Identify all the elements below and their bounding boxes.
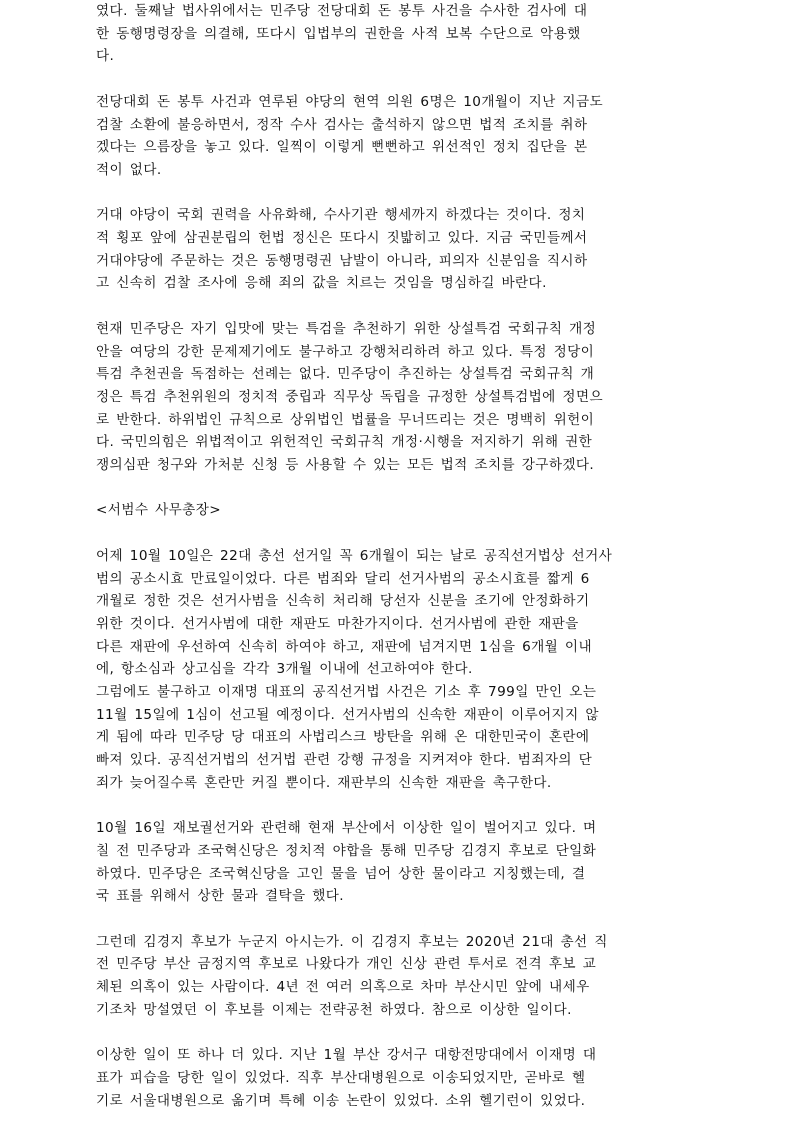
text-line: 안을 여당의 강한 문제제기에도 불구하고 강행처리하려 하고 있다. 특정 정당이: [96, 343, 595, 360]
text-line: 전 민주당 부산 금정지역 후보로 나왔다가 개인 신상 관련 투서로 전격 후보 교: [96, 956, 597, 973]
paragraph: [96, 318, 700, 477]
text-line: 적이 없다.: [96, 161, 162, 178]
text-line: 적 횡포 앞에 삼권분립의 헌법 정신은 또다시 짓밟히고 있다. 지금 국민들께서: [96, 230, 588, 246]
text-line: 고 신속히 검찰 조사에 응해 죄의 값을 치르는 것임을 명심하길 바란다.: [96, 275, 547, 292]
text-line: 였다. 둘째날 법사위에서는 민주당 전당대회 돈 봉투 사건을 수사한 검사에 대: [96, 3, 588, 19]
text-line: 한 동행명령장을 의결해, 또다시 입법부의 권한을 사적 보복 수단으로 악용했: [96, 25, 581, 42]
text-line: 칠 전 민주당과 조국혁신당은 정치적 야합을 통해 민주당 김경지 후보로 단일화: [96, 842, 597, 859]
paragraph: [96, 1044, 700, 1112]
text-line: 그럼에도 불구하고 이재명 대표의 공직선거법 사건은 기소 후 799일 만인 오는: [96, 684, 597, 701]
text-line: 그런데 김경지 후보가 누군지 아시는가. 이 김경지 후보는 2020년 21대 총선 직: [96, 933, 608, 950]
paragraph: [96, 204, 700, 295]
text-line: 게 됨에 따라 민주당 당 대표의 사법리스크 방탄을 위해 온 대한민국이 혼란에: [96, 729, 590, 746]
text-line: 10월 16일 재보궐선거와 관련해 현재 부산에서 이상한 일이 벌어지고 있다. 며: [96, 820, 597, 837]
text-line: 에, 항소심과 상고심을 각각 3개월 이내에 선고하여야 한다.: [96, 661, 473, 678]
paragraph: [96, 499, 700, 522]
text-line: 어제 10월 10일은 22대 총선 선거일 꼭 6개월이 되는 날로 공직선거법상 선거사: [96, 547, 613, 564]
document-page: [96, 0, 700, 1135]
text-line: 위한 것이다. 선거사범에 대한 재판도 마찬가지이다. 선거사범에 관한 재판을: [96, 615, 579, 632]
text-line: 현재 민주당은 자기 입맛에 맞는 특검을 추천하기 위한 상설특검 국회규칙 개정: [96, 320, 597, 337]
text-line: 개월로 정한 것은 선거사범을 신속히 처리해 당선자 신분을 조기에 안정화하기: [96, 593, 590, 610]
text-line: 전당대회 돈 봉투 사건과 연루된 야당의 현역 의원 6명은 10개월이 지난 지금도: [96, 93, 604, 110]
text-line: 기조차 망설였던 이 후보를 이제는 전략공천 하였다. 참으로 이상한 일이다.: [96, 1001, 572, 1018]
paragraph: [96, 545, 700, 795]
text-line: <서범수 사무총장>: [96, 502, 222, 519]
text-line: 이상한 일이 또 하나 더 있다. 지난 1월 부산 강서구 대항전망대에서 이재명 대: [96, 1047, 597, 1064]
text-line: 하였다. 민주당은 조국혁신당을 고인 물을 넘어 상한 물이라고 지칭했는데, 결: [96, 865, 586, 882]
paragraph: [96, 0, 700, 68]
text-line: 11월 15일에 1심이 선고될 예정이다. 선거사범의 신속한 재판이 이루어지지 않: [96, 706, 599, 723]
text-line: 특검 추천권을 독점하는 선례는 없다. 민주당이 추진하는 상설특검 국회규칙 개: [96, 366, 595, 383]
text-line: 다.: [96, 48, 115, 65]
text-line: 표가 피습을 당한 일이 있었다. 직후 부산대병원으로 이송되었지만, 곧바로 헬: [96, 1069, 586, 1086]
paragraph: [96, 91, 700, 182]
text-line: 거대 야당이 국회 권력을 사유화해, 수사기관 행세까지 하겠다는 것이다. 정치: [96, 207, 586, 224]
text-line: 쟁의심판 청구와 가처분 신청 등 사용할 수 있는 모든 법적 조치를 강구하겠다.: [96, 457, 595, 474]
text-line: 다른 재판에 우선하여 신속히 하여야 하고, 재판에 넘겨지면 1심을 6개월 이내: [96, 638, 592, 655]
text-line: 거대야당에 주문하는 것은 동행명령권 남발이 아니라, 피의자 신분임을 직시하: [96, 252, 588, 269]
paragraph: [96, 817, 700, 908]
text-line: 로 반한다. 하위법인 규칙으로 상위법인 법률을 무너뜨리는 것은 명백히 위헌이: [96, 411, 595, 428]
text-line: 기로 서울대병원으로 옮기며 특혜 이송 논란이 있었다. 소위 헬기런이 있었다.: [96, 1092, 586, 1109]
text-line: 범의 공소시효 만료일이었다. 다른 범죄와 달리 선거사범의 공소시효를 짧게 6: [96, 570, 590, 587]
text-line: 검찰 소환에 불응하면서, 정작 수사 검사는 출석하지 않으면 법적 조치를 취하: [96, 116, 588, 133]
text-line: 정은 특검 추천위원의 정치적 중립과 직무상 독립을 규정한 상설특검법에 정면으: [96, 388, 604, 405]
text-line: 체된 의혹이 있는 사람이다. 4년 전 여러 의혹으로 차마 부산시민 앞에 내세우: [96, 979, 590, 996]
text-line: 겠다는 으름장을 놓고 있다. 일찍이 이렇게 뻔뻔하고 위선적인 정치 집단을 본: [96, 139, 588, 156]
text-line: 죄가 늦어질수록 혼란만 커질 뿐이다. 재판부의 신속한 재판을 촉구한다.: [96, 774, 552, 791]
text-line: 다. 국민의힘은 위법적이고 위헌적인 국회규칙 개정·시행을 저지하기 위해 권한: [96, 434, 593, 451]
text-line: 빠져 있다. 공직선거법의 선거법 관련 강행 규정을 지켜져야 한다. 범죄자의 단: [96, 752, 593, 769]
paragraph: [96, 931, 700, 1022]
text-line: 국 표를 위해서 상한 물과 결탁을 했다.: [96, 888, 345, 905]
